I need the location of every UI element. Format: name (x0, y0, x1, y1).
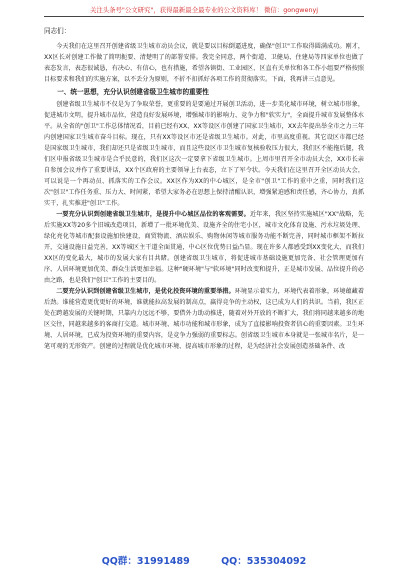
footer-qq-group: QQ群：31991489 (101, 556, 190, 567)
footer-qq: QQ：535304092 (221, 556, 307, 567)
section-1-paragraph: 创建省级卫生城市不仅是为了争取荣誉，更重要的是要通过开展创卫活动，进一步美化城市环境，树立城市形象，促进城市文明，提升城市品位，营造良好发展环境，增强城市的影响力、竞争力和"软实力"，全面提升城市发展整体水平。从全省的"创卫"工作总体情况看，目前已经有XX、XX等设区市创建了国家卫生城市，XX去年提出举全市之力三年内创建国家卫生城市奋斗目标。现在，只有XX等设区市还是省级卫生城市。对此，市里高度重视。其它设区市都已经是国家级卫生城市，我们却还只是省级卫生城市，而且这些设区市卫生城市复核验收压力很大，我们区不能拖后腿，我们区申报省级卫生城市是合乎民意的，我们区这次一定要拿下省级卫生城市。上周市里召开全市动员大会，XX市长亲自参加会议并作了重要讲话，XX个区政府的主要领导上台表态，立下了军令状。今天我们在这里召开全区动员大会，可以说是一个再动员、抓落实的工作会议。XX区作为XX的中心城区，是全市"创卫"工作的重中之重，同时我们这次"创卫"工作任务重、压力大、时间紧，希望大家务必在思想上保持清醒认识，增强紧迫感和责任感，齐心协力，真抓实干，扎实推进"创卫"工作。 (44, 101, 364, 207)
section-1-heading: 一、统一思想，充分认识创建省级卫生城市的重要性 (57, 88, 209, 96)
sub-point-1-paragraph (44, 209, 364, 286)
salutation: 同志们： (44, 27, 71, 35)
sub-point-1-text: 近年来，我区坚持实施城区"XX"战略，先后实施XX等20多个旧城改造项目，新增了一批环境优美、设施齐全的住宅小区，城市文化体育设施、污水垃圾处理、绿化亮化等城市配套设施加快建设，商贸物流、酒店娱乐、购物休闲等城市服务功能不断完善，同时城市框架不断拉开，交通设施日益完善，XX等城区主干道全面贯通，中心区位优势日益凸显。现在许多人都感受到XX变化大，而我们XX区的变化最大，城市的发展大家有目共睹。创建省级卫生城市，将促进城市基础设施更加完备、社会管理更加有序、人居环境更加优美、群众生活更加幸福。这种"硬环境"与"软环境"同时改变和提升，正是城市发展、品位提升的必由之路，也是我们"创卫"工作的主要目的。 (44, 211, 364, 284)
sub-point-2-text: 环境显示着实力，环境代表着形象，环境蕴藏着后劲。谁能营造更优更好的环境，谁就能拉高发展的制高点，赢得竞争的主动权，这已成为人们的共识。当前，我区正处在跨越发展的关键时期，只靠内力远远不够，要借外力助动推进，随着对外开放的不断扩大，我们将同越来越多的地区交往，同越来越多的客商打交道。城市环境、城市功能和城市形象，成为了直接影响投资者信心的重要因素。卫生环境、人居环境，已成为投资环境的重要内容，是竞争力强弱的重要标志。创省级卫生城市本身就是一张城市名片，是一笔可观的无形资产。创建的过程就是优化城市环境、提高城市形象的过程，是为经济社会发展创造基础条件、改 (44, 288, 364, 350)
intro-paragraph: 今天我们在这里召开创建省级卫生城市动员会议，就是要以目标倒逼进度，确保"创卫"工作取得圆满成功。刚才，XX区长对创建工作做了简明扼要、清楚明了的部署安排。我完全同意，两个街道、卫健局、住建局等四家单位也做了表态发言，表态很诚恳，有决心、有信心，也有措施，希望各镇街、工业园区、区直有关单位和各工作小组要严格按照目标要求和我们的实施方案，以不丢分为原则，不折不扣抓好各项工作的贯彻落实。下面，我再讲三点意见。 (44, 43, 364, 83)
sub-point-2-lead: 二要充分认识到创建省级卫生城市，是优化投资环境的重要举措。 (56, 288, 235, 295)
sub-point-1-lead: 一要充分认识到创建省级卫生城市，是提升中心城区品位的客观需要。 (56, 211, 250, 218)
header-divider (44, 16, 364, 17)
footer-contact (0, 553, 408, 567)
header-banner: 关注头条号"公文研究"，获得最新最全最专业的公文资料库！ 微信：gongwenyj (89, 6, 319, 14)
sub-point-2-paragraph (44, 286, 364, 352)
